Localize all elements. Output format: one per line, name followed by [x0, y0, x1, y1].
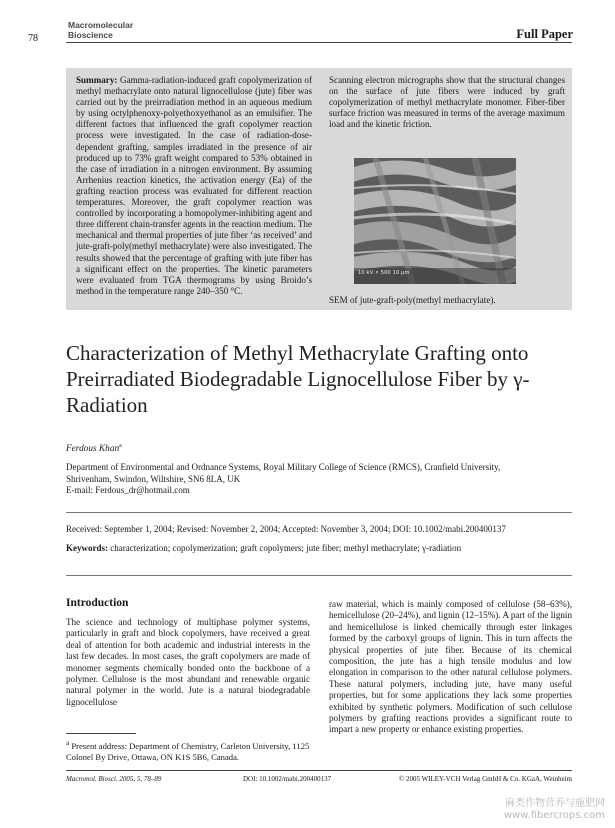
received-top-divider — [66, 512, 572, 513]
summary-paragraph — [76, 75, 312, 297]
journal-logo — [68, 20, 133, 40]
summary-label: Summary: — [76, 75, 118, 85]
keywords-label: Keywords: — [66, 543, 108, 553]
affiliation-line1: Department of Environmental and Ordnance Systems, Royal Military College of Science (RMCS), Cranfield University, — [66, 462, 501, 472]
article-title: Characterization of Methyl Methacrylate Grafting onto Preirradiated Biodegradable Lignocellulose Fiber by γ-Radiation — [66, 341, 530, 417]
keywords-line — [66, 543, 461, 553]
affiliation-line2: Shrivenham, Swindon, Wiltshire, SN6 8LA, UK — [66, 473, 241, 484]
author-line — [66, 443, 122, 454]
intro-right-column: raw material, which is mainly composed of cellulose (58–63%), hemicellulose (20–24%), and lignin (12–15%). A part of the lignin and hemicellulose is linked chemically through ester linkages formed by the carboxyl groups of lignin. This in turn affects the physical properties of jute fiber. Because of its chemical composition, the jute has a high tensile modulus and low elongation in comparison to the other natural cellulose polymers. These natural polymers, including jute, have many useful properties, but for some applications they lack some properties exhibited by synthetic polymers. Modification of such cellulose polymers by grafting reactions provides a significant route to impart a new property or enhance existing properties. — [329, 599, 572, 735]
keywords-bottom-divider — [66, 575, 572, 576]
watermark-line2: www.fibercrops.com — [503, 810, 605, 821]
author-footnote-mark: a — [119, 443, 122, 449]
sem-image — [354, 158, 516, 284]
author-email: E-mail: Ferdous_dr@hotmail.com — [66, 485, 190, 495]
sem-scale-label: 10 kV × 500 10 µm — [358, 270, 410, 276]
paper-type: Full Paper — [516, 27, 573, 41]
summary-text: Gamma-radiation-induced graft copolymerization of methyl methacrylate onto natural lignocellulose (jute) fiber was carried out by the preirradiation method in an aqueous medium by using octylphenoxy-polyethoxyethanol as an emulsifier. The different factors that influenced the graft copolymer reaction process were investigated. In the case of radiation-dose-dependent grafting, samples irradiated in the presence of air produced up to 73% graft weight compared to 53% obtained in the case of irradiation in a nitrogen environment. By assuming Arrhenius reaction kinetics, the activation energy (Ea) of the grafting reaction process was evaluated for different reaction temperatures. Moreover, the graft copolymer reaction was controlled by incorporating a homopolymer-inhibiting agent and three different chain-transfer agents in the reaction medium. The mechanical and thermal properties of jute fiber ‘as received’ and jute-graft-poly(methyl methacrylate) were also investigated. The results showed that the percentage of grafting with jute fiber has a significant effect on the properties. The kinetic parameters were evaluated from TGA thermograms by using Broido’s method in the temperature range 240–350 °C. — [76, 75, 312, 296]
journal-name-line1: Macromolecular — [68, 20, 134, 30]
footnote-divider — [66, 733, 136, 734]
watermark — [504, 798, 605, 822]
sem-caption: SEM of jute-graft-poly(methyl methacrylate). — [329, 295, 496, 305]
affiliation — [66, 462, 566, 497]
footnote-mark: a — [66, 739, 70, 747]
sem-micrograph — [354, 158, 516, 284]
footnote — [66, 738, 310, 763]
footnote-text: Present address: Department of Chemistry, Carleton University, 1125 Colonel By Drive, Ottawa, ON K1S 5B6, Canada. — [66, 740, 310, 762]
header-divider — [66, 42, 572, 43]
summary-continued: Scanning electron micrographs show that the structural changes on the surface of jute fibers were induced by graft copolymerization of methyl methacrylate monomer. Fiber-fiber surface friction was measured in terms of the average maximum load and the kinetic friction. — [329, 75, 565, 130]
page-number: 78 — [28, 33, 38, 44]
footer-doi: DOI: 10.1002/mabi.200400137 — [243, 775, 332, 783]
received-dates: Received: September 1, 2004; Revised: November 2, 2004; Accepted: November 3, 2004; DOI: 10.1002/mabi.200400137 — [66, 524, 506, 534]
section-heading-introduction: Introduction — [66, 597, 129, 609]
footer-citation: Macromol. Biosci. 2005, 5, 78–89 — [66, 775, 162, 783]
footer-copyright: © 2005 WILEY-VCH Verlag GmbH & Co. KGaA, Weinheim — [398, 775, 572, 783]
journal-name-line2: Bioscience — [68, 30, 113, 40]
author-name: Ferdous Khan — [66, 444, 120, 455]
intro-left-column: The science and technology of multiphase polymer systems, particularly in graft and block copolymers, have received a great deal of attention for both academic and industrial interests in the last few decades. In most cases, the graft copolymers are made of monomer segments chemically bonded onto the backbone of a polymer. Cellulose is the most abundant and renewable organic natural polymer in the world. Jute is a natural biodegradable lignocellulose — [66, 617, 310, 707]
keywords-list: characterization; copolymerization; graft copolymers; jute fiber; methyl methacrylate; γ-radiation — [110, 543, 462, 553]
footer-divider — [66, 770, 572, 771]
watermark-line1: 麻类作物营养与施肥网 — [505, 798, 605, 809]
